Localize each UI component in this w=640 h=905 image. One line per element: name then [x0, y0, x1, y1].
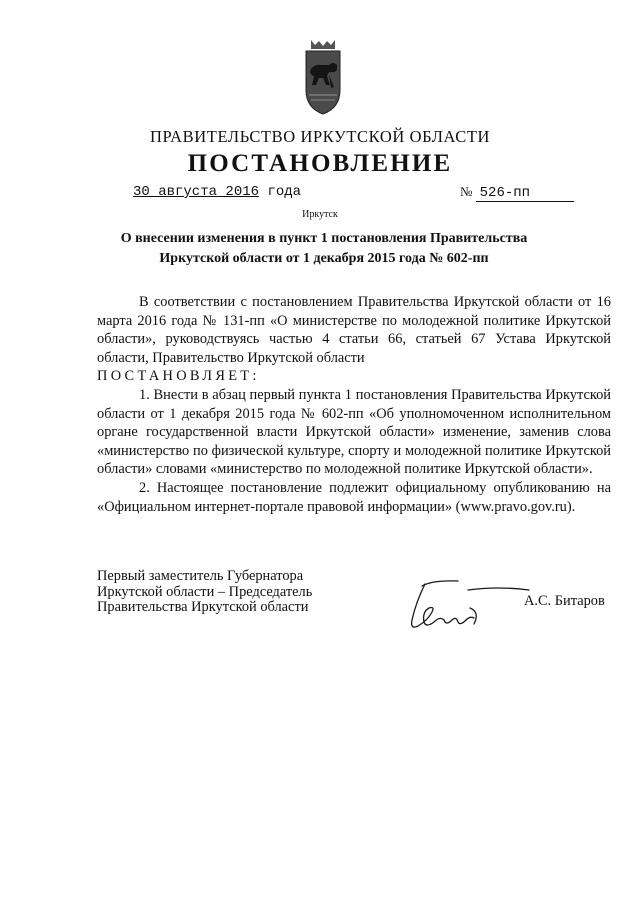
irkutsk-coat-of-arms-icon — [303, 38, 343, 116]
decree-word: ПОСТАНОВЛЯЕТ: — [97, 368, 260, 385]
city: Иркутск — [302, 209, 338, 220]
item-1-paragraph: 1. Внести в абзац первый пункта 1 постановления Правительства Иркутской области от 1 декабря 2015 года № 602-пп «Об уполномоченном исполнительном органе государственной власти Иркутской области» изменение, заменив слова «министерство по физической культуре, спорту и молодежной политике Иркутской области» словами «министерство по молодежной политике Иркутской области». — [97, 386, 611, 478]
government-title: ПРАВИТЕЛЬСТВО ИРКУТСКОЙ ОБЛАСТИ — [149, 127, 491, 146]
number-sign: № — [460, 184, 473, 199]
signer-name: А.С. Битаров — [524, 593, 605, 609]
document-body — [97, 293, 611, 516]
document-number — [460, 184, 574, 202]
signer-position-line: Иркутской области – Председатель — [97, 583, 313, 600]
item-2-paragraph: 2. Настоящее постановление подлежит официальному опубликованию на «Официальном интернет-портале правовой информации» (www.pravo.gov.ru). — [97, 479, 611, 515]
date-value: 30 августа 2016 — [133, 184, 260, 200]
date-suffix: года — [267, 184, 302, 200]
handwritten-signature — [404, 578, 534, 634]
signer-position-line: Первый заместитель Губернатора — [97, 568, 304, 584]
document-date — [133, 184, 301, 200]
signer-position-line: Правительства Иркутской области — [97, 599, 309, 615]
preamble-paragraph: В соответствии с постановлением Правительства Иркутской области от 16 марта 2016 года № 131-пп «О министерстве по молодежной политике Иркутской области», руководствуясь частью 4 статьи 66, статьей 67 Устава Иркутской области, Правительство Иркутской области — [97, 294, 611, 366]
document-subject — [100, 229, 548, 269]
document-type: ПОСТАНОВЛЕНИЕ — [187, 150, 453, 177]
subject-line: О внесении изменения в пункт 1 постановления Правительства — [120, 231, 528, 246]
subject-line: Иркутской области от 1 декабря 2015 года № 602-пп — [159, 251, 489, 266]
signer-position — [97, 569, 312, 616]
number-value: 526-пп — [476, 185, 574, 202]
